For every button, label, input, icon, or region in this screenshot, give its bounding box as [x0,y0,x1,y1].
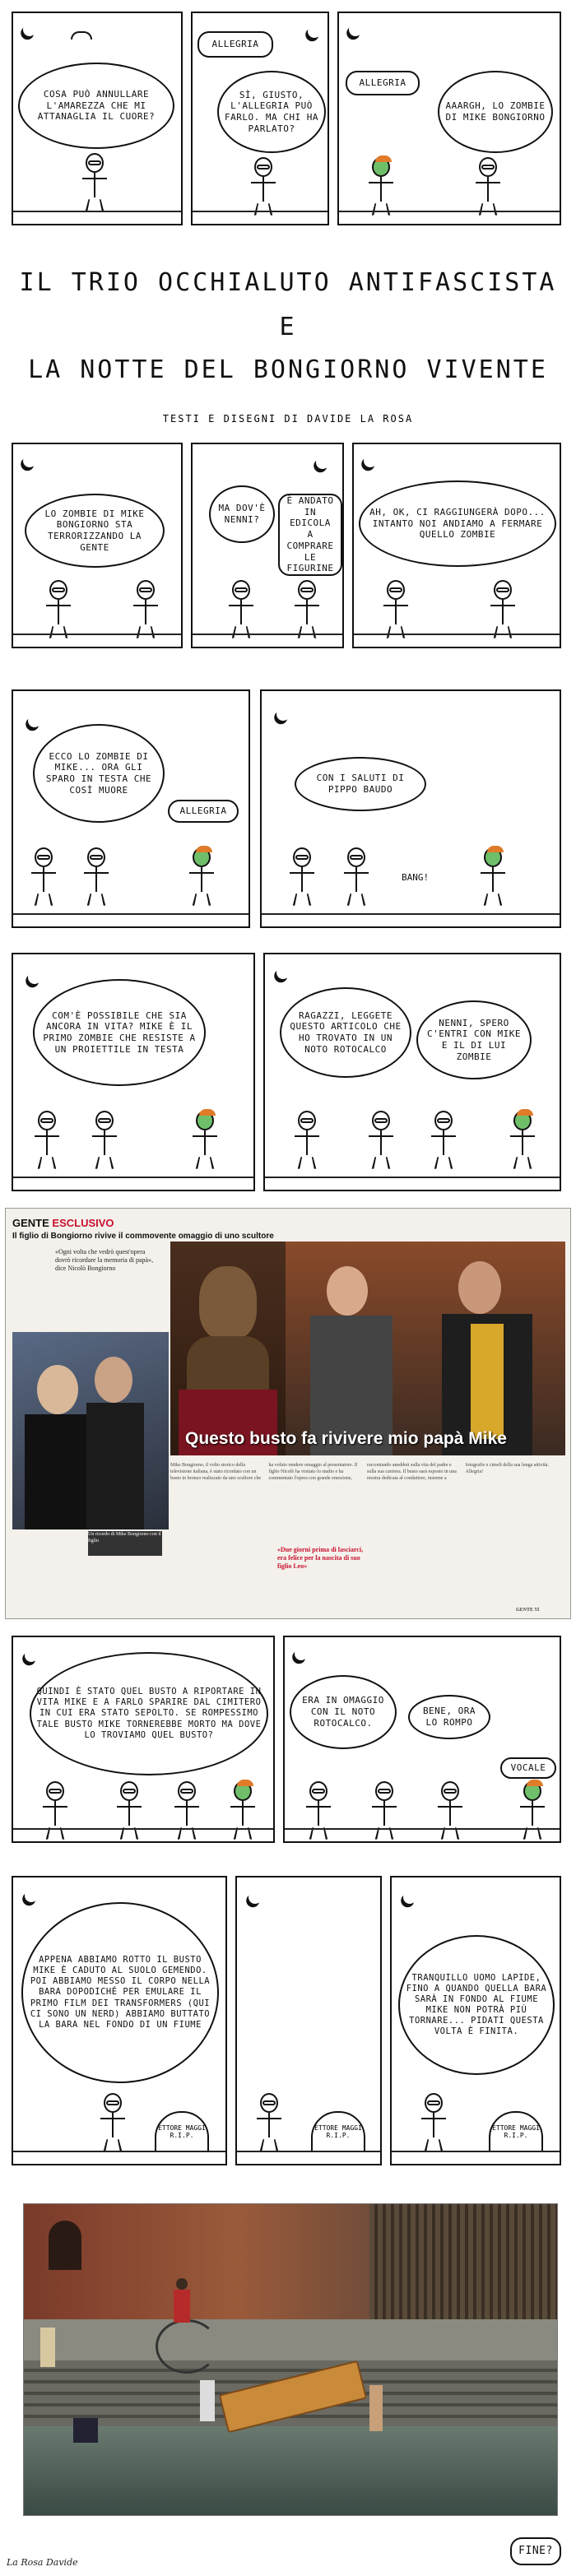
zombie-label: ALLEGRIA [168,800,239,823]
character-figure [87,847,107,905]
speech-bubble-b: È ANDATO IN EDICOLA A COMPRARE LE FIGURINE [278,494,342,576]
character-figure [95,1111,115,1168]
strip5-panel-2 [283,1636,561,1843]
zombie-figure [484,847,504,905]
photo-bust [170,1242,286,1455]
magazine-article: Mike Bongiorno, il volto storico della televisione italiana, è stato ricordato con un busto in bronzo realizzato da uno scultore che ha voluto rendere omaggio al presentatore. Il figlio Nicolò ha visitato lo studio e ha commentato l'opera con grande emozione, raccontando aneddoti sulla vita del padre e sulla sua carriera. Il busto sarà esposto in una mostra dedicata al conduttore, insieme a fotografie e cimeli della sua lunga attività. Allegria! [170,1463,549,1481]
strip3-panel-1 [12,689,250,928]
moon-icon [275,964,292,982]
speech-bubble-a: ERA IN OMAGGIO CON IL NOTO ROTOCALCO. [290,1675,397,1749]
tombstone: ETTORE MAGGI R.I.P. [311,2111,365,2152]
character-figure [260,2093,280,2151]
speech-bubble: COSA PUÒ ANNULLARE L'AMAREZZA CHE MI ATTANAGLIA IL CUORE? [18,63,174,149]
sound-effect: BANG! [402,872,430,883]
character-figure [178,1781,197,1839]
character-figure [104,2093,123,2151]
zombie-label: VOCALE [500,1757,556,1779]
speech-bubble: CON I SALUTI DI PIPPO BAUDO [295,757,426,811]
strip5-panel-1 [12,1636,275,1843]
author-signature: La Rosa Davide [7,2557,78,2568]
tombstone: ETTORE MAGGI R.I.P. [155,2111,209,2152]
character-figure [120,1781,140,1839]
character-figure [35,847,54,905]
photo-handshake [286,1242,565,1455]
strip6-panel-1 [12,1876,227,2165]
magazine-section [12,1217,114,1229]
magazine-subtitle: Il figlio di Bongiorno rivive il commovente omaggio di uno scultore [12,1232,274,1241]
speech-bubble: COM'È POSSIBILE CHE SIA ANCORA IN VITA? MIKE È IL PRIMO ZOMBIE CHE RESISTE A UN PROIETTILE IN TESTA [33,979,206,1086]
cloud-icon [71,31,92,39]
character-figure [293,847,313,905]
moon-icon [23,1647,40,1664]
zombie-figure [523,1781,543,1839]
character-figure [372,1111,392,1168]
moon-icon [26,969,44,986]
character-figure [49,580,69,638]
page-number: GENTE 55 [516,1608,540,1613]
strip2-panel-2 [191,443,344,648]
magazine-quote: «Ogni volta che vedrò quest'opera dovrò ricordare la memoria di papà», dice Nicolò Bongiorno [55,1248,154,1272]
character-figure [441,1781,461,1839]
character-figure [254,157,274,215]
character-figure [425,2093,444,2151]
speech-bubble: LO ZOMBIE DI MIKE BONGIORNO STA TERRORIZZANDO LA GENTE [25,494,165,568]
strip1-panel-2 [191,12,329,225]
zombie-label: ALLEGRIA [346,71,420,95]
credits: TESTI E DISEGNI DI DAVIDE LA ROSA [162,413,414,425]
zombie-figure [196,1111,216,1168]
character-figure [46,1781,66,1839]
zombie-figure [513,1111,533,1168]
character-figure [38,1111,58,1168]
offpanel-bubble: ALLEGRIA [197,31,273,58]
speech-bubble-b: NENNI, SPERO C'ENTRI CON MIKE E IL DI LUI ZOMBIE [416,1000,532,1079]
moon-icon [247,1889,264,1906]
fine-label: FINE? [510,2537,561,2565]
character-figure [137,580,156,638]
moon-icon [21,21,39,39]
character-figure [347,847,367,905]
comic-title-line-1: IL TRIO OCCHIALUTO ANTIFASCISTA [19,268,557,297]
character-figure [387,580,406,638]
character-figure [298,1111,318,1168]
moon-icon [402,1889,419,1906]
speech-bubble-a: MA DOV'È NENNI? [209,485,275,543]
speech-bubble: ECCO LO ZOMBIE DI MIKE... ORA GLI SPARO IN TESTA CHE COSÌ MUORE [33,724,165,823]
photo-coffin-river [23,2203,558,2516]
strip2-panel-1 [12,443,183,648]
moon-icon [23,1887,40,1905]
comic-title-line-3: LA NOTTE DEL BONGIORNO VIVENTE [28,355,548,384]
moon-icon [306,23,323,40]
strip4-panel-1 [12,953,255,1191]
character-figure [232,580,252,638]
strip6-panel-2 [235,1876,382,2165]
speech-bubble: AH, OK, CI RAGGIUNGERÀ DOPO... INTANTO NOI ANDIAMO A FERMARE QUELLO ZOMBIE [359,480,556,567]
strip1-panel-1 [12,12,183,225]
speech-bubble: SÌ, GIUSTO, L'ALLEGRIA PUÒ FARLO. MA CHI HA PARLATO? [217,71,326,153]
character-figure [479,157,499,215]
comic-title-line-2: E [279,313,297,341]
magazine-section-label: ESCLUSIVO [52,1217,114,1229]
character-figure [86,153,105,211]
magazine-page [5,1208,571,1619]
photo-bongiorno-father-son [12,1332,169,1529]
moon-icon [21,453,39,470]
character-figure [309,1781,329,1839]
speech-bubble-b: BENE, ORA LO ROMPO [408,1695,490,1739]
moon-icon [314,454,332,471]
photo-caption: Un ricordo di Mike Bongiorno con il figlio [88,1531,162,1556]
magazine-headline: Questo busto fa rivivere mio papà Mike [185,1429,507,1448]
zombie-figure [193,847,212,905]
magazine-brand: GENTE [12,1217,49,1229]
character-figure [375,1781,395,1839]
moon-icon [362,453,379,470]
tombstone: ETTORE MAGGI R.I.P. [489,2111,543,2152]
moon-icon [26,712,44,730]
speech-bubble: QUINDI È STATO QUEL BUSTO A RIPORTARE IN VITA MIKE E A FARLO SPARIRE DAL CIMITERO IN CUI ERA STATO SEPOLTO. SE ROMPESSIMO TALE BUSTO MIKE TORNEREBBE MORTO MA DOVE LO TROVIAMO QUEL BUSTO? [30,1652,268,1775]
zombie-figure [372,157,392,215]
speech-bubble: APPENA ABBIAMO ROTTO IL BUSTO MIKE È CADUTO AL SUOLO GEMENDO. POI ABBIAMO MESSO IL CORPO NELLA BARA DOPODICHÉ PER EMULARE IL PRIMO FILM DEI TRANSFORMERS (QUI CI SONO UN NERD) ABBIAMO BUTTATO LA BARA NEL FONDO DI UN FIUME [21,1902,219,2083]
moon-icon [293,1645,310,1663]
strip2-panel-3 [352,443,561,648]
pull-quote: «Due giorni prima di lasciarci, era felice per la nascita di suo figlio Leo» [277,1546,364,1570]
strip1-panel-3 [337,12,561,225]
character-figure [298,580,318,638]
speech-bubble: AAARGH, LO ZOMBIE DI MIKE BONGIORNO [438,71,553,153]
character-figure [434,1111,454,1168]
strip6-panel-3 [390,1876,561,2165]
speech-bubble-a: RAGAZZI, LEGGETE QUESTO ARTICOLO CHE HO TROVATO IN UN NOTO ROTOCALCO [280,987,411,1078]
strip3-panel-2 [260,689,561,928]
moon-icon [347,21,365,39]
speech-bubble: TRANQUILLO UOMO LAPIDE, FINO A QUANDO QUELLA BARA SARÀ IN FONDO AL FIUME MIKE NON POTRÀ PIÙ TORNARE... PIDATI QUESTA VOLTA È FINITA. [398,1935,555,2075]
character-figure [494,580,513,638]
strip4-panel-2 [263,953,561,1191]
moon-icon [275,706,292,723]
zombie-figure [234,1781,253,1839]
